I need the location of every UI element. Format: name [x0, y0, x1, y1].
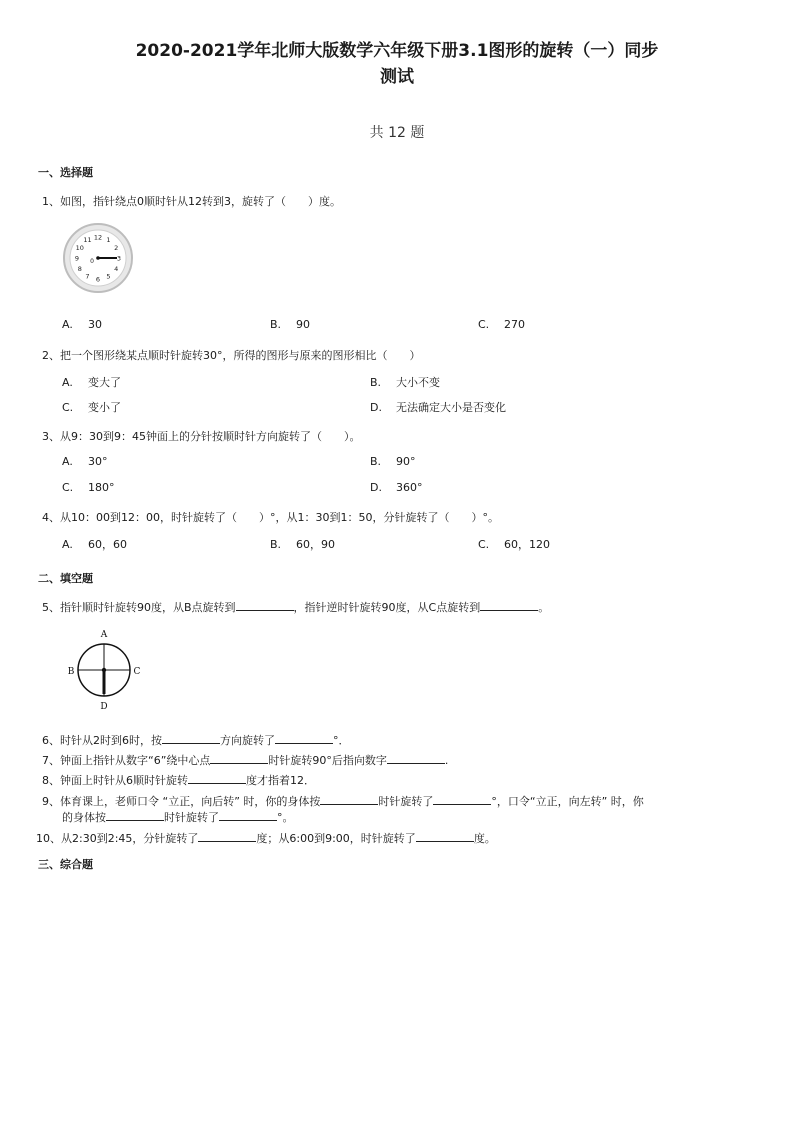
dial-center-dot: [102, 668, 106, 672]
option-text: 无法确定大小是否变化: [396, 401, 506, 414]
question-text-part: 钟面上指针从数字“6”绕中心点: [60, 754, 211, 767]
question-number: 7、: [42, 754, 60, 767]
question-text-part: °．: [333, 734, 350, 747]
clock-numeral: 6: [95, 275, 101, 284]
clock-numeral: 4: [114, 264, 119, 273]
question-number: 9、: [42, 795, 60, 808]
question-number: 6、: [42, 734, 60, 747]
question-text-part: 时针旋转了: [378, 795, 434, 808]
option-letter: C.: [478, 318, 490, 331]
option-letter: D.: [370, 401, 382, 414]
clock-numeral: 12: [93, 233, 103, 242]
dial-label-c: C: [133, 667, 141, 677]
question-text: 从9：30到9：45钟面上的分针按顺时针方向旋转了（ ）。: [60, 430, 361, 443]
question-text-part: 钟面上时针从6顺时针旋转: [60, 774, 188, 787]
option-letter: C.: [62, 481, 74, 494]
q2-option-a[interactable]: [62, 374, 121, 390]
question-text: 从10：00到12：00，时针旋转了（ ）°，从1：30到1：50，分针旋转了（ ）°。: [60, 511, 499, 524]
answer-blank[interactable]: [162, 733, 220, 744]
clock-center-label: 0: [90, 258, 94, 265]
option-text: 30: [88, 318, 102, 331]
answer-blank[interactable]: [106, 810, 164, 821]
option-text: 60，120: [504, 538, 550, 551]
q1-option-a[interactable]: [62, 318, 102, 331]
clock-numeral: 2: [114, 243, 119, 252]
question-text-part: 方向旋转了: [220, 734, 275, 747]
answer-blank[interactable]: [236, 600, 294, 611]
question-number: 3、: [42, 430, 60, 443]
clock-numeral: 9: [74, 254, 80, 263]
option-text: 60，90: [296, 538, 335, 551]
page-title-line1: 2020-2021学年北师大版数学六年级下册3.1图形的旋转（一）同步: [135, 41, 659, 61]
question-6: [42, 733, 350, 749]
q1-option-c[interactable]: [478, 318, 525, 331]
question-text-part: 时针旋转90°后指向数字: [268, 754, 387, 767]
dial-label-b: B: [67, 667, 75, 677]
q4-option-b[interactable]: [270, 536, 335, 552]
section-heading-fill: 二、填空题: [38, 572, 93, 585]
option-letter: C.: [478, 538, 490, 551]
question-number: 8、: [42, 774, 60, 787]
section-heading-choice: 一、选择题: [38, 166, 93, 179]
option-letter: B.: [370, 455, 382, 468]
question-text-part: 指针顺时针旋转90度，从B点旋转到: [60, 601, 236, 614]
question-1: [42, 194, 341, 210]
question-text: 如图，指针绕点0顺时针从12转到3，旋转了（ ）度。: [60, 195, 341, 208]
question-text-part: 的身体按: [62, 811, 106, 824]
answer-blank[interactable]: [416, 831, 474, 842]
dial-label-a: A: [100, 630, 108, 640]
q1-option-b[interactable]: [270, 318, 310, 331]
question-2: [42, 348, 421, 364]
question-9-line2: [62, 810, 294, 826]
clock-center-dot: [96, 256, 100, 260]
option-letter: B.: [270, 318, 282, 331]
clock-numeral: 7: [85, 272, 90, 281]
q3-option-b[interactable]: [370, 455, 416, 468]
q3-option-a[interactable]: [62, 455, 108, 468]
answer-blank[interactable]: [198, 831, 256, 842]
option-text: 30°: [88, 455, 108, 468]
option-letter: A.: [62, 538, 73, 551]
option-letter: B.: [370, 376, 382, 389]
q2-option-b[interactable]: [370, 374, 440, 390]
option-text: 变小了: [88, 401, 121, 414]
question-text-part: 度；从6:00到9:00，时针旋转了: [256, 832, 416, 845]
clock-numeral: 8: [77, 264, 82, 273]
question-number: 4、: [42, 511, 60, 524]
option-text: 270: [504, 318, 525, 331]
answer-blank[interactable]: [188, 773, 246, 784]
question-9: [42, 794, 644, 810]
clock-numeral: 5: [106, 272, 111, 281]
question-5: [42, 600, 549, 616]
section-heading-comprehensive: 三、综合题: [38, 858, 93, 871]
question-8: [42, 773, 315, 789]
question-number: 2、: [42, 349, 60, 362]
question-text-part: 。: [538, 601, 550, 614]
option-text: 90: [296, 318, 310, 331]
question-text-part: ，指针逆时针旋转90度，从C点旋转到: [293, 601, 481, 614]
option-text: 变大了: [88, 376, 121, 389]
q3-option-d[interactable]: [370, 481, 423, 494]
question-10: [36, 831, 496, 847]
question-text-part: 时针旋转了: [164, 811, 219, 824]
direction-dial-figure: [64, 626, 148, 712]
answer-blank[interactable]: [387, 753, 445, 764]
option-letter: A.: [62, 455, 73, 468]
answer-blank[interactable]: [219, 810, 277, 821]
answer-blank[interactable]: [480, 600, 538, 611]
answer-blank[interactable]: [433, 794, 491, 805]
option-text: 360°: [396, 481, 423, 494]
answer-blank[interactable]: [320, 794, 378, 805]
q2-option-d[interactable]: [370, 399, 506, 415]
clock-numeral: 11: [83, 236, 92, 245]
q4-option-c[interactable]: [478, 536, 550, 552]
answer-blank[interactable]: [210, 753, 268, 764]
answer-blank[interactable]: [275, 733, 333, 744]
question-text-part: 体育课上，老师口令 “立正，向后转” 时，你的身体按: [60, 795, 321, 808]
question-number: 1、: [42, 195, 60, 208]
q4-option-a[interactable]: [62, 536, 127, 552]
question-count: 共 12 题: [369, 125, 425, 141]
question-text-part: .: [444, 754, 449, 767]
question-text-part: °，口令“立正，向左转” 时，你: [491, 795, 644, 808]
question-text: 把一个图形绕某点顺时针旋转30°，所得的图形与原来的图形相比（ ）: [60, 349, 421, 362]
option-text: 180°: [88, 481, 115, 494]
clock-numeral: 10: [75, 243, 84, 252]
q3-option-c[interactable]: [62, 481, 115, 494]
question-3: [42, 429, 361, 445]
option-letter: B.: [270, 538, 282, 551]
option-text: 大小不变: [396, 376, 440, 389]
question-number: 10、: [36, 832, 61, 845]
dial-label-d: D: [100, 702, 108, 712]
question-text-part: 时针从2时到6时，按: [60, 734, 162, 747]
question-text-part: 度。: [473, 832, 496, 845]
question-4: [42, 510, 499, 526]
question-7: [42, 753, 448, 769]
option-text: 60，60: [88, 538, 127, 551]
question-number: 5、: [42, 601, 60, 614]
option-letter: A.: [62, 376, 73, 389]
q2-option-c[interactable]: [62, 399, 121, 415]
question-text-part: 从2:30到2:45，分针旋转了: [61, 832, 199, 845]
option-letter: A.: [62, 318, 73, 331]
option-text: 90°: [396, 455, 416, 468]
clock-figure: [62, 222, 134, 294]
question-text-part: °。: [277, 811, 294, 824]
page-title-line2: 测试: [380, 67, 414, 87]
clock-numeral: 3: [116, 254, 122, 263]
question-text-part: 度才指着12．: [246, 774, 315, 787]
clock-numeral: 1: [106, 236, 111, 245]
option-letter: D.: [370, 481, 382, 494]
option-letter: C.: [62, 401, 74, 414]
